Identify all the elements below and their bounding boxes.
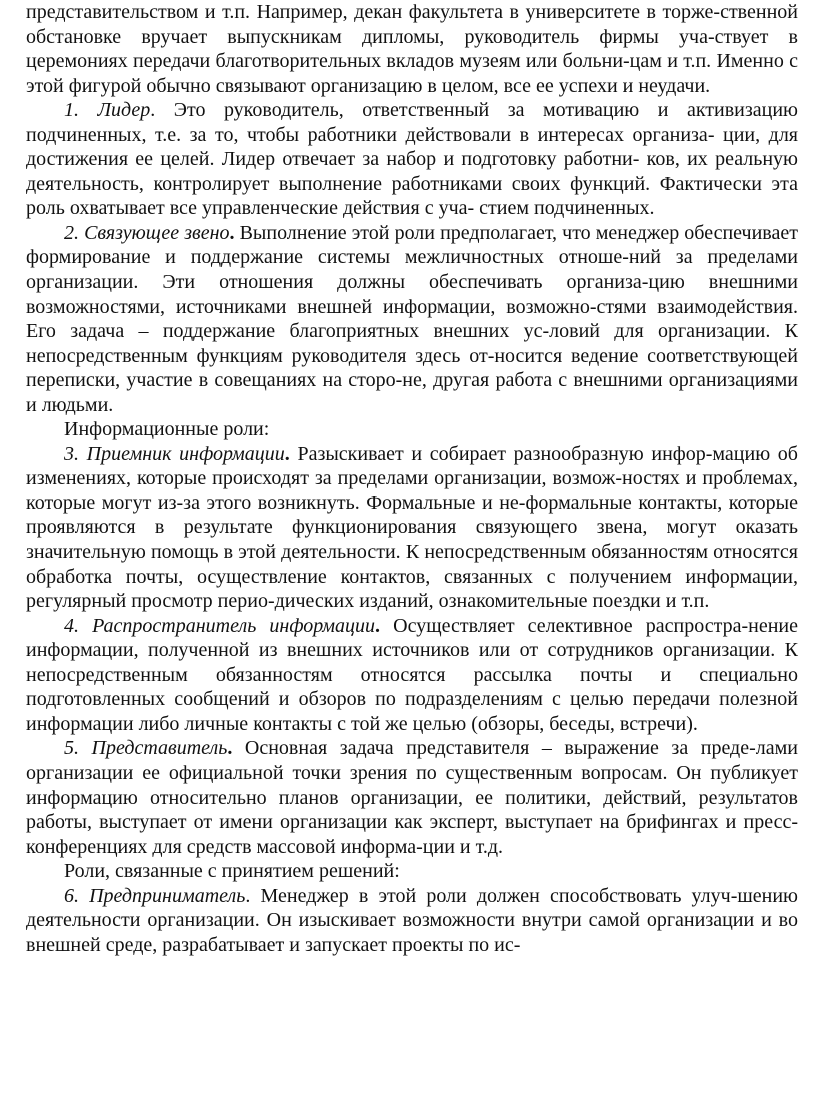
paragraph-monitor: [26, 442, 798, 614]
role-heading-spokesperson-dot: .: [227, 737, 233, 760]
role-heading-leader-dot: .: [150, 99, 156, 122]
section-heading-decision-roles-text: Роли, связанные с принятием решений:: [64, 860, 400, 883]
section-heading-decision-roles: [26, 859, 798, 884]
paragraph-spokesperson: [26, 736, 798, 859]
paragraph-liaison-text: Выполнение этой роли предполагает, что менеджер обеспечивает формирование и поддержание системы межличностных отноше-ний за пределами организации. Эти отношения должны обеспечивать организа-цию внешними возможностями, источниками внешней информации, возможно-стями взаимодействия. Его задача – поддержание благоприятных внешних ус-ловий для организации. К непосредственным функциям руководителя здесь от-носится ведение соответствующей переписки, участие в совещаниях на сторо-не, другая работа с внешними организациями и людьми.: [26, 221, 798, 416]
role-heading-spokesperson: 5. Представитель: [64, 737, 228, 760]
role-heading-monitor: 3. Приемник информации: [64, 442, 285, 465]
role-heading-monitor-dot: .: [284, 442, 290, 465]
paragraph-monitor-text: Разыскивает и собирает разнообразную инфор-мацию об изменениях, которые происходят за пределами организации, возмож-ностях и проблемах, которые могут из-за этого возникнуть. Формальные и не-формальные контакты, которые проявляются в результате функционирования связующего звена, могут оказать значительную помощь в этой деятельности. К непосредственным обязанностям относятся обработка почты, осуществление контактов, связанных с получением информации, регулярный просмотр перио-дических изданий, ознакомительные поездки и т.п.: [26, 442, 798, 613]
paragraph-leader-text: Это руководитель, ответственный за мотивацию и активизацию подчиненных, т.е. за то, чтобы работники действовали в интересах организа- ции, для достижения ее целей. Лидер отвечает за набор и подготовку работни- ков, их реальную деятельность, контролирует выполнение работниками своих функций. Фактически эта роль охватывает все управленческие действия с уча- стием подчиненных.: [26, 99, 798, 220]
role-heading-entrepreneur-dot: .: [245, 884, 251, 907]
role-heading-leader: 1. Лидер: [64, 99, 151, 122]
paragraph-intro-text: представительством и т.п. Например, декан факультета в университете в торже-ственной обстановке вручает выпускникам дипломы, руководитель фирмы уча-ствует в церемониях передачи благотворительных вкладов музеям или больни-цам и т.п. Именно с этой фигурой обычно связывают организацию в целом, все ее успехи и неудачи.: [26, 1, 798, 97]
paragraph-entrepreneur: [26, 884, 798, 958]
paragraph-disseminator-text: Осуществляет селективное распростра-нение информации, полученной из внешних источников или от сотрудников организации. К непосредственным обязанностям относятся рассылка почты и специально подготовленных сообщений и обзоров по подразделениям с целью передачи полезной информации либо личные контакты с той же целью (обзоры, беседы, встречи).: [26, 614, 798, 735]
section-heading-informational-roles-text: Информационные роли:: [64, 418, 270, 441]
role-heading-entrepreneur: 6. Предприниматель: [64, 884, 246, 907]
role-heading-liaison: 2. Связующее звено: [64, 221, 230, 244]
paragraph-intro: [26, 0, 798, 98]
role-heading-disseminator-dot: .: [375, 614, 381, 637]
role-heading-liaison-dot: .: [229, 221, 235, 244]
paragraph-disseminator: [26, 614, 798, 737]
section-heading-informational-roles: [26, 417, 798, 442]
role-heading-disseminator: 4. Распространитель информации: [64, 614, 376, 637]
paragraph-entrepreneur-text: Менеджер в этой роли должен способствовать улуч-шению деятельности организации. Он изыскивает возможности внутри самой организации и во внешней среде, разрабатывает и запускает проекты по ис-: [26, 884, 798, 956]
paragraph-liaison: [26, 221, 798, 417]
paragraph-spokesperson-text: Основная задача представителя – выражение за преде-лами организации ее официальной точки зрения по существенным вопросам. Он публикует информацию относительно планов организации, ее политики, действий, результатов работы, выступает от имени организации как эксперт, выступает на брифингах и пресс-конференциях для средств массовой информа-ции и т.д.: [26, 737, 798, 858]
paragraph-leader: [26, 98, 798, 221]
